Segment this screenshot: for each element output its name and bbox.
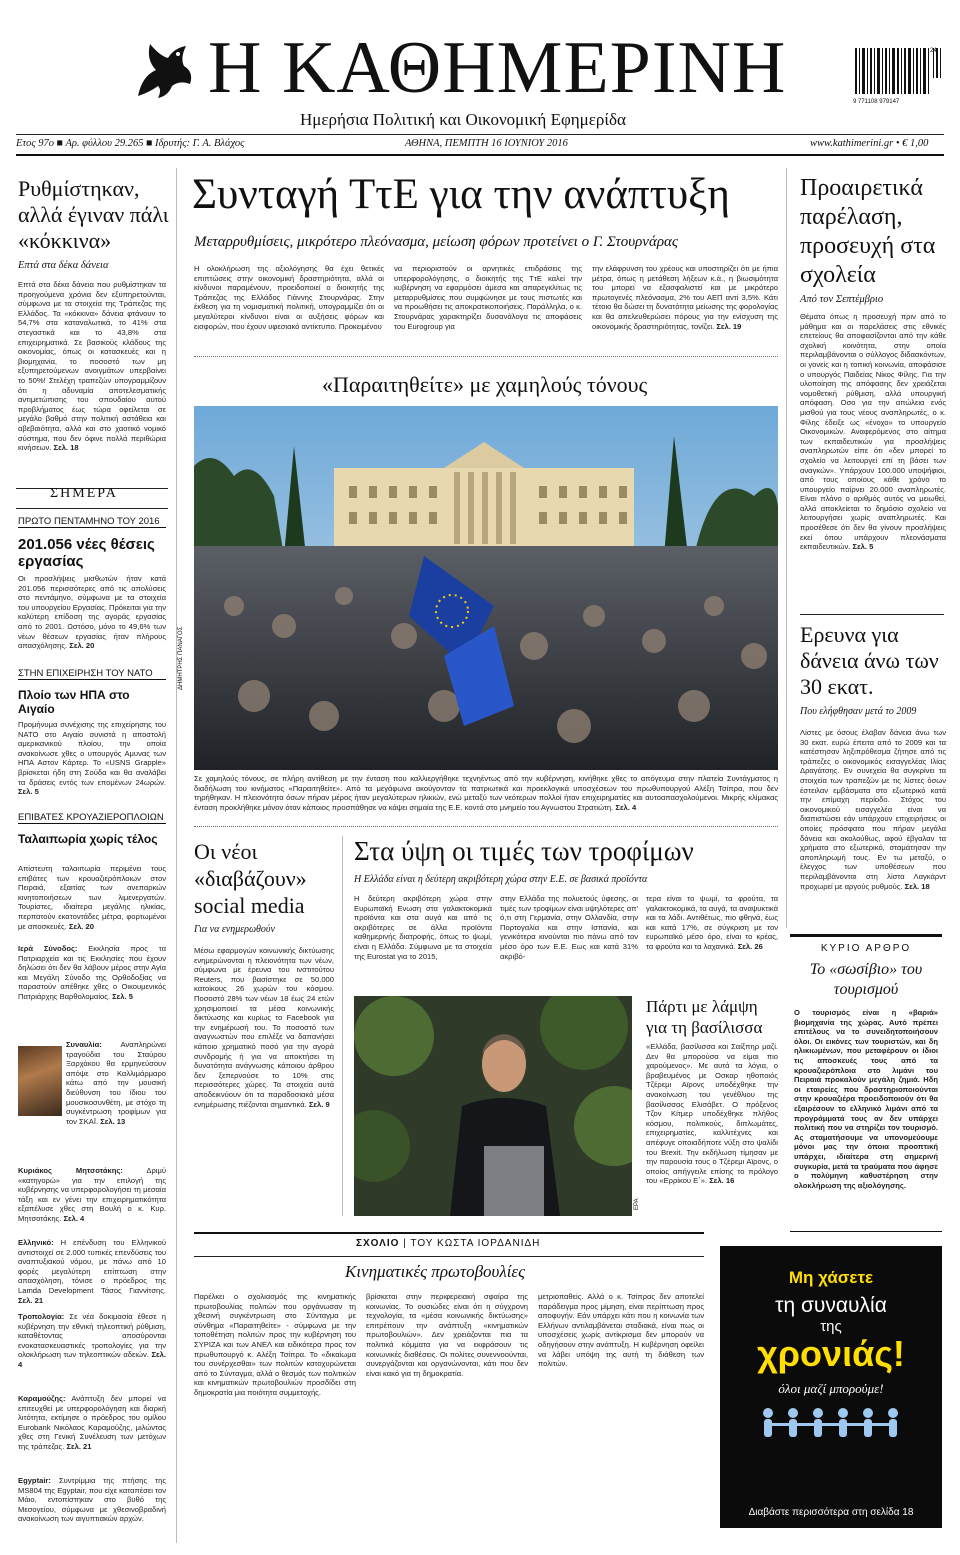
issue-info: Ετος 97ο ■ Αρ. φύλλου 29.265 ■ Ιδρυτής: Γ. Α. Βλάχος (16, 138, 245, 149)
brief-kicker: ΕΠΙΒΑΤΕΣ ΚΡΟΥΑΖΙΕΡΟΠΛΟΙΩΝ (18, 812, 166, 824)
brief-kicker: ΠΡΩΤΟ ΠΕΝΤΑΜΗΝΟ ΤΟΥ 2016 (18, 516, 166, 528)
bullet-ref[interactable]: Σελ. 5 (112, 991, 133, 1001)
masthead-title: Η ΚΑΘΗΜΕΡΙΝΗ (208, 27, 787, 109)
food-col-1: Η δεύτερη ακριβότερη χώρα στην Ευρωπαϊκή Ενωση στα γαλακτοκομικά προϊόντα και στα αυγά και από τις ακριβότερες σε άλλα προϊόντα καθημερινής διατροφής, όπως το ψωμί, είναι η Ελλάδα. Σύμφωνα με τα στοιχεία της Eurostat για το 2015, (354, 894, 492, 961)
main-col-2: να περιοριστούν οι αρνητικές επιδράσεις της υπερφορολόγησης, ο διοικητής της ΤτΕ καλεί την κυβέρνηση να εφαρμόσει άμεσα και απαρεγκλίτως τις μεταρρυθμίσεις που συμφώνησε με τους πιστωτές και να προωθήσει τις αποκρατικοποιήσεις. Παράλληλα, ο κ. Στουρνάρας χαρακτηρίζει δυσανάλογα τις αποφάσεις του Eurogroup για (394, 264, 582, 331)
date-line: ΑΘΗΝΑ, ΠΕΜΠΤΗ 16 ΙΟΥΝΙΟΥ 2016 (405, 138, 568, 149)
main-headline: Συνταγή ΤτΕ για την ανάπτυξη (192, 171, 730, 218)
bullet-label: Συναυλία: (66, 1040, 102, 1049)
comment-kicker-line: ΣΧΟΛΙΟ | ΤΟΥ ΚΩΣΤΑ ΙΟΡΔΑΝΙΔΗ (356, 1238, 541, 1249)
social-headline: Οι νέοι «διαβάζουν» social media (194, 839, 307, 918)
loans-body (800, 728, 946, 891)
lead-deck: Επτά στα δέκα δάνεια (18, 260, 109, 271)
loans-ref[interactable]: Σελ. 18 (904, 881, 930, 891)
food-col-3-text: τερα είναι το ψωμί, τα φρούτα, τα γαλακτοκομικά, τα αυγά, τα αναψυκτικά και τα λάδι. Αντιθέτως, πιο φθηνά, έως και κατά 17%, σε σύγκριση με τον ευρωπαϊκό μέσο όρο, είναι το κρέας, τα φρούτα και τα λαχανικά. (646, 894, 778, 951)
bullet-label: Ελληνικό: (18, 1238, 54, 1247)
lead-headline: Ρυθμίστηκαν, αλλά έγιναν πάλι «κόκκινα» (18, 176, 169, 253)
food-headline: Στα ύψη οι τιμές των τροφίμων (354, 836, 694, 866)
editorial-body: Ο τουρισμός είναι η «βαριά» βιομηχανία της χώρας. Αυτό πρέπει επιτέλους να το συνειδητοποιήσουν όλοι. Οι εικόνες των τουριστών, και δη ηλικιωμένων, που μεταφέρουν οι ίδιοι τις αποσκευές τους από τα κρουαζιερόπλοια στο λιμάνι του Πειραιά προκαλούν μεγάλη ζημιά. Ηδη οι εταιρείες που δραστηριοποιούνται στην κρουαζιέρα προειδοποιούν ότι θα εξαιρέσουν το ελληνικό λιμάνι από τα προγράμματά τους αν δεν υπάρχει πολιτική που να στηρίζει τον τουρισμό. Ας σταματήσουμε να υπονομεύουμε μόνοι μας την όποια προοπτική υπάρχει, ιδιαίτερα στη σημερινή συγκυρία, μετά τα τραύματα που άφησε ο πολύμηνη καθυστέρηση στην ολοκλήρωση της αξιολόγησης. (794, 1008, 938, 1190)
photo-caption (194, 774, 778, 812)
photo-credit: ΔΗΜΗΤΡΗΣ ΠΑΝΑΓΟΣ (178, 626, 184, 690)
ad-footer: Διαβάστε περισσότερα στη σελίδα 18 (748, 1507, 914, 1518)
bullet-body: Δριμύ «κατηγορώ» για την επιλογή της κυβέρνησης να υπερφορολογήσει τη μεσαία τάξη και εν γένει την επιχειρηματικότητα εξαπέλυσε χθες στη Βουλή ο κ. Κυρ. Μητσοτάκης. (18, 1166, 166, 1223)
masthead-subtitle: Ημερήσια Πολιτική και Οικονομική Εφημερίδα (300, 110, 626, 129)
bullet-ref[interactable]: Σελ. 4 (63, 1213, 85, 1223)
brief-body (18, 864, 166, 931)
brief-headline: 201.056 νέες θέσεις εργασίας (18, 536, 155, 570)
bullet-item (18, 1394, 166, 1452)
brief-headline: Ταλαιπωρία χωρίς τέλος (18, 832, 158, 846)
ad-line-2: τη συναυλία (775, 1294, 887, 1317)
bullet-body: Η επένδυση του Ελληνικού αντιστοιχεί σε 2.000 τυπικές επενδύσεις του αναπτυξιακού νόμου, με πάνω από 10 φορές μεγαλύτερη επίπτωση στην απασχόληση, τόνισε ο πρόεδρος της Lamda Development Τάσος Γιαννίτσης. (18, 1238, 166, 1295)
syntagma-photo (194, 406, 778, 770)
today-label: ΣΗΜΕΡΑ (50, 486, 118, 501)
comment-col-2: βρίσκεται στην περιφερειακή σφαίρα της κοινωνίας. Το ουσιώδες είναι ότι η σύγχρονη τεχνολογία, τα «μέσα κοινωνικής δικτύωσης» επιτρέπουν την ανάπτυξη «κινηματικών πρωτοβουλιών». Δεν χρειάζονται πια τα πολιτικά κόμματα για να εκφράσουν τις κοινωνικές διαθέσεις. Οι πολίτες συνεννοούνται, συνεργάζονται και οργανώνονται, κάτι που δεν είναι κακό για τη δημοκρατία. (366, 1292, 528, 1378)
bullet-item (18, 1476, 166, 1524)
brief-body-text: Απίστευτη ταλαιπωρία περιμένει τους επιβάτες των κρουαζιερόπλοιων στον Πειραιά, εξαιτίας των ανεπαρκών κινητοποιήσεων των λιμενεργατών. Τουρίστες, ιδιαίτερα μεγάλης ηλικίας, περπατούν εκατοντάδες μέτρα, φορτωμένοι με αποσκευές. (18, 864, 166, 931)
food-col-3 (646, 894, 778, 952)
brief-ref[interactable]: Σελ. 20 (69, 641, 95, 651)
party-body-text: «Ελλάδα, βασίλισσα και Σαίξπηρ μαζί. Δεν θα μπορούσα να είμαι πιο χαρούμενος». Με αυτά τα λόγια, ο βραβευμένος με Οσκαρ ηθοποιός Τζέρεμι Αϊρονς υποδέχθηκε την ανακοίνωση του γενέθλιου της βασίλισσας Ελισάβετ. Ο πρόξενος Τζον Κίτμερ υποδέχθηκε πλήθος κόσμου, πολιτικούς, διπλωμάτες, επιχειρηματίες, καλλιτέχνες και απέφυγε οποιαδήποτε νύξη στο ψαλίδι του Brexit. Την εκδήλωση τίμησαν με την παρουσία τους ο Τζέρεμι Αϊρονς, ο οποίος απήγγειλε επίσης το πρόλογο του «Ερρίκου Ε΄». (646, 1042, 778, 1186)
bullet-item (18, 1238, 166, 1305)
brief-headline: Πλοίο των ΗΠΑ στο Αιγαίο (18, 688, 130, 716)
lead-body-text: Επτά στα δέκα δάνεια που ρυθμίστηκαν τα προηγούμενα χρόνια δεν εξυπηρετούνται, σύμφωνα με τα στοιχεία της Τράπεζας της Ελλάδος. Τα «κόκκινα» δάνεια φτάνουν το 54,7% στα καταναλωτικά, το 41% στα στεγαστικά και το 43,8% στα επιχειρηματικά. Σε βασικούς κλάδους της οικονομίας, όπως οι κατασκευές και η βιομηχανία, το ποσοστό των μη εξυπηρετούμενων ανοιγμάτων υπερβαίνει το 50%! Στελέχη τραπεζών υπογραμμίζουν ότι η αδυναμία αποτελεσματικής αντιμετώπισης του σπουδαίου αυτού προβλήματος έως τώρα οφείλεται σε μεγάλο βαθμό στην πολιτική αστάθεια και αβεβαιότητα, αλλά και στο χαοτικό νομικό σύστημα, που δεν όφινε πολλά περιθώρια κινήσεων. (18, 280, 166, 453)
comment-kicker: ΣΧΟΛΙΟ (356, 1238, 400, 1249)
brief-kicker: ΣΤΗΝ ΕΠΙΧΕΙΡΗΣΗ ΤΟΥ ΝΑΤΟ (18, 668, 166, 680)
editorial-headline: Το «σωσίβιο» του τουρισμού (809, 961, 923, 998)
party-body (646, 1042, 778, 1186)
party-headline: Πάρτι με λάμψη για τη βασίλισσα (646, 997, 763, 1037)
bullet-item (66, 1040, 166, 1126)
bullet-body: Αναπληρώνει τραγούδια του Σταύρου Ξαρχάκου θα ερμηνεύσουν απόψε στο Καλλιμάρμαρο κάτω από την μουσική διεύθυνση του ίδιου του μουσικοσυνθέτη, με στόχο τη συγκέντρωση τροφίμων για τον ΣΚΑΪ. (66, 1040, 166, 1126)
food-deck: Η Ελλάδα είναι η δεύτερη ακριβότερη χώρα στην Ε.Ε. σε βασικά προϊόντα (354, 874, 648, 885)
comment-byline: ΤΟΥ ΚΩΣΤΑ ΙΟΡΔΑΝΙΔΗ (410, 1238, 541, 1249)
bullet-item (18, 1312, 166, 1370)
editorial-kicker: ΚΥΡΙΟ ΑΡΘΡΟ (820, 943, 912, 954)
bullet-label: Egyptair: (18, 1476, 51, 1485)
bullet-item (18, 1166, 166, 1224)
concert-ad[interactable] (720, 1246, 942, 1528)
lead-body (18, 280, 166, 453)
bullet-ref[interactable]: Σελ. 4 (18, 1350, 166, 1369)
brief-body (18, 574, 166, 651)
bullet-ref[interactable]: Σελ. 13 (100, 1116, 126, 1126)
ad-script: όλοι μαζί μπορούμε! (778, 1381, 884, 1396)
loans-deck: Που ελήφθησαν μετά το 2009 (800, 706, 917, 717)
main-ref[interactable]: Σελ. 19 (716, 321, 742, 331)
bullet-body: Εκκλησία προς τα Πατριαρχεία και τις Εκκλησίες που έχουν δηλώσει ότι δεν θα λάβουν μέρος στην Αγία και Μεγάλη Σύνοδο της Ορθοδοξίας να παραστούν απέθηκε χθες ο Οικουμενικός Πατριάρχης Βαρθολομαίος. (18, 944, 166, 1001)
bullet-label: Ιερά Σύνοδος: (18, 944, 78, 953)
photo-story-headline: «Παραιτηθείτε» με χαμηλούς τόνους (322, 372, 648, 397)
bullet-body: Ανάπτυξη δεν μπορεί να επιτευχθεί με υπερφορολόγηση και διαρκή λιτότητα, εκτίμησε ο πρόεδρος του ομίλου Eurobank Νικόλαος Καραμούζης, μιλώντας χθες στη Γενική Συνέλευση των μετόχων της τράπεζας. (18, 1394, 166, 1451)
party-photo-credit: EPA (634, 1198, 640, 1210)
comment-col-3: μετριοπαθείς. Αλλά ο κ. Τσίπρας δεν αποτελεί παράδειγμα προς μίμηση, είναι περίπτωση προς αποφυγήν. Εάν υπάρχει κάτι που η κοινωνία των Ελλήνων αντιλαμβάνεται σταδιακά, είναι πως οι υποσχέσεις χωρίς αντίκρισμα δεν μπορούν να οδηγήσουν στην ανάπτυξη. Η κυβέρνηση οφείλει να λάβει υπόψη της αυτή τη διάθεση των πολιτών. (538, 1292, 704, 1369)
parade-ref[interactable]: Σελ. 5 (852, 542, 874, 552)
conductor-photo (18, 1046, 62, 1116)
brief-body-text: Οι προσλήψεις μισθωτών ήταν κατά 201.056 περισσότερες από τις απολύσεις στο πεντάμηνο, σύμφωνα με τα στοιχεία του υπουργείου Εργασίας. Πρόκειται για την καλύτερη επίδοση της αγοράς εργασίας από το 2001. Ωστόσο, μόνο το 49,6% των νέων θέσεων εργασίας ήταν πλήρους απασχόλησης. (18, 574, 166, 651)
brief-ref[interactable]: Σελ. 20 (68, 921, 94, 931)
brief-ref[interactable]: Σελ. 5 (18, 787, 39, 797)
ad-line-3: της (820, 1318, 842, 1335)
comment-headline: Κινηματικές πρωτοβουλίες (345, 1262, 526, 1281)
parade-deck: Από τον Σεπτέμβριο (800, 294, 884, 305)
food-ref[interactable]: Σελ. 26 (737, 941, 763, 951)
social-body (194, 946, 334, 1109)
website-price: www.kathimerini.gr • € 1,00 (810, 138, 929, 149)
bullet-item (18, 944, 166, 1002)
main-col-3 (592, 264, 778, 331)
bullet-ref[interactable]: Σελ. 21 (66, 1441, 92, 1451)
bullet-label: Κυριάκος Μητσοτάκης: (18, 1166, 123, 1175)
parade-body-text: Θέματα όπως η προσευχή πριν από το μάθημα και οι παρελάσεις στις εθνικές επετείους θα αποφασίζονται από την κάθε σχολική κοινότητα, στην οποία περιλαμβάνονται ο σύλλογος διδασκόντων, οι γονείς και η τοπική κοινωνία, αποφάσισε ο υπουργός Παιδείας Νίκος Φίλης. Για την υλοποίηση της απόφασης δεν χρειάζεται νομοθετική ρύθμιση, αλλά υπουργική απόφαση. Οσο για την απώλεια ενός μισθού για τους νέους αναπληρωτές, ο κ. Φίλης έδειξε ως «ένοχο» το υπουργείο Οικονομικών. Αναφερόμενος στο αίτημα των εκπαιδευτικών για προσλήψεις αναπληρωτών είπε ότι «δεν μπορεί το σχολείο να λειτουργεί επί τη βάσει των αναγκών». Υπάρχουν 100.000 υποψήφιοι, από τους οποίους κάθε χρόνο το υπουργείο παίρνει 20.000 αναπληρωτές. Είναι πλάνο ο αριθμός αυτός να μειωθεί, αλλά αποκλείεται το δημόσιο σχολείο να λειτουργήσει χωρίς αναπληρωτές. Και προσέθεσε ότι δεν θα γίνουν προσλήψεις εκεί όπου υπάρχουν πλεονάσματα εκπαιδευτικών. (800, 312, 946, 552)
comment-col-1: Παρέλκει ο σχολιασμός της κινηματικής πρωτοβουλίας πολιτών που οργάνωσαν τη χθεσινή συγκέντρωση στο Σύνταγμα με σύνθημα «Παραιτηθείτε» - σύμφωνα με την τοποθέτηση πολιτών προς την κυβέρνηση του ΣΥΡΙΖΑ και των ΑΝΕΛ και ειδικότερα προς τον πρωθυπουργό κ. Αλέξη Τσίπρα. Το «δικαίωμα του συνέρχεσθαι» των πολιτών κατοχυρώνεται από το Σύνταγμα, αλλά ο θεσμός των πολιτικών και κινηματικών πρωτοβουλιών προσδίδει στη δημοκρατία μια ποιότητα συμμετοχής. (194, 1292, 356, 1397)
food-col-2: στην Ελλάδα της πολυετούς ύφεσης, οι τιμές των τροφίμων είναι υψηλότερες απ' ό,τι στη Γερμανία, στην Ολλανδία, στην Πορτογαλία και στην Ισπανία, και γενικότερα κινούνται πιο πάνω από τον μέσο όρο των Ε.Ε. Εως και κατά 31% ακριβό- (500, 894, 638, 961)
barcode-issue: 24 (930, 48, 937, 54)
barcode (853, 48, 943, 104)
irons-photo (354, 996, 632, 1216)
barcode-number: 9 771108 979147 (853, 99, 900, 105)
brief-body (18, 720, 166, 797)
editorial-box (790, 934, 942, 1232)
ad-line-1: Μη χάσετε (788, 1268, 874, 1287)
photo-caption-text: Σε χαμηλούς τόνους, σε πλήρη αντίθεση με την ένταση που καλλιεργήθηκε τεχνηέντως από την κυβέρνηση, κινήθηκε χθες το απόγευμα στην πλατεία Συντάγματος η διαδήλωση του κινήματος «Παραιτηθείτε». Από τα μεγάφωνα ακούγονταν τα πατριωτικά και προεκλογικά υποσχέσεων του πρωθυπουργού Αλέξη Τσίπρα, που δεν τηρήθηκαν. Η πλειονότητα όσων πήραν μέρος ήταν μεγαλύτερων ηλικιών, ενώ μεταξύ των νεότερων πολλοί ήταν επιχειρηματίες και αυτοαπασχολούμενοι. Μικρής κλίμακας ένταση προκλήθηκε μόνον όταν κάποιος προσπάθησε να κάψει σημαία της Ε.Ε. κοντά στο μνημείο του Αγνωστου Στρατιώτη. (194, 774, 778, 812)
brief-body-text: Προμήνυμα συνέχισης της επιχείρησης του ΝΑΤΟ στο Αιγαίο συνιστά η αποστολή αμερικανικού πλοίου, την οποία ανακοίνωσε χθες ο υπουργός Αμυνας των ΗΠΑ Αστον Κάρτερ. Το «USNS Grapple» βρίσκεται ήδη στη Σούδα και θα αναλάβει τα δράσεις εντός των επομένων 24ωρών. (18, 720, 166, 787)
people-chain-icon (756, 1405, 906, 1445)
parade-headline: Προαιρετικά παρέλαση, προσευχή στα σχολεία (800, 175, 936, 288)
photo-caption-ref[interactable]: Σελ. 4 (615, 802, 637, 812)
main-col-1: Η ολοκλήρωση της αξιολόγησης θα έχει θετικές επιπτώσεις στην οικονομική δραστηριότητα, αλλά οι κίνδυνοι παραμένουν, προειδοποιεί ο διοικητής της Τράπεζας της Ελλάδος Γιάννης Στουρνάρας. Στην έκθεση για τη νομισματική πολιτική, υπογραμμίζει ότι οι μεγαλύτεροι κίνδυνοι είναι οι αυξήσεις φόρων και εισφορών, που έχουν υφεσιακό αντίκτυπο. Προκειμένου (194, 264, 384, 331)
loans-headline: Ερευνα για δάνεια άνω των 30 εκατ. (800, 622, 939, 699)
bullet-label: Καραμούζης: (18, 1394, 66, 1403)
bullet-label: Τροπολογία: (18, 1312, 65, 1321)
ad-line-4: χρονιάς! (757, 1333, 905, 1374)
logo-griffin-icon (128, 36, 198, 104)
main-col-3-text: την ελάφρυνση του χρέους και υποστηρίζει ότι με ήπια μέτρα, όπως η μετάθεση λήξεων κ.ά., η βιωσιμότητα του μπορεί να εξασφαλιστεί και με μικρότερο πρωτογενές πλεόνασμα, 2% του ΑΕΠ αντί 3,5%. Κάτι τέτοιο θα δώσει τη δυνατότητα μείωσης της φορολογίας και θα απελευθερώσει πόρους για την ενίσχυση της οικονομικής δραστηριότητας, τονίζει. (592, 264, 778, 331)
social-ref[interactable]: Σελ. 9 (308, 1099, 330, 1109)
bullet-ref[interactable]: Σελ. 21 (18, 1295, 44, 1305)
social-body-text: Μέσω εφαρμογών κοινωνικής δικτύωσης ενημερώνονται η πλειονότητα των νέων, σύμφωνα με έρευνα του ινστιτούτου Reuters, που βασίστηκε σε 50.000 κατοίκους 26 χωρών του κόσμου. Ποσοστό 28% των νέων 18 έως 24 ετών χρησιμοποιεί τα μέσα κοινωνικής δικτύωσης και κυρίως το Facebook για την ενημέρωσή του. Το ποσοστό των αναγνωστών που επιλέξε να δαπανήσει κάποιο χρηματικό ποσό για την αγορά συνδρομής ή για να αποκτήσει τη δυνατότητα ανάγνωσης κάποιου άρθρου δεν ξεπερνούσε το 10% στις περισσότερες χώρες. Τα στοιχεία αυτά αποδεικνύουν ότι τα παραδοσιακά μέσα ενημέρωσης πιέζονται σημαντικά. (194, 946, 334, 1109)
loans-body-text: Λίστες με όσους έλαβαν δάνεια άνω των 30 εκατ. ευρώ έπειτα από το 2009 και τα κατέστησαν ληξιπρόθεσμα ζήτησε από τις τράπεζες ο οικονομικός εισαγγελέας Ιλίας Δραγάτσης. Εν συνεχεία θα συγκρίνει τα στοιχεία των τραπεζών με τις λίστες όσων έστειλαν εμβάσματα στο εξωτερικό κατά την επίμαχη περίοδο. Στόχος του οικονομικού εισαγγελέα είναι να διαπιστώσει εάν υπάρχουν επιχειρήσεις οι οποίες πρόσφατα που πήραν μεγάλα δάνεια και ακολούθως, αφού έβγαλαν τα χρήματα στο εξωτερικό, σταμάτησαν την αποπληρωμή τους. Εν τω μεταξύ, ο έλεγχος των υποθέσεων που περιλαμβάνονται στη λίστα Λαγκάρντ προχωρεί με αργούς ρυθμούς. (800, 728, 946, 891)
social-deck: Για να ενημερωθούν (194, 924, 275, 935)
main-deck: Μεταρρυθμίσεις, μικρότερο πλεόνασμα, μείωση φόρων προτείνει ο Γ. Στουρνάρας (194, 234, 678, 250)
parade-body (800, 312, 946, 552)
party-ref[interactable]: Σελ. 16 (709, 1176, 735, 1186)
bullet-body: Συντρίμμια της πτήσης της MS804 της Egyptair, που είχε καταπέσει τον Μάιο, εντοπίστηκαν στο βυθό της Μεσογείου, σύμφωνα με χθεσινοβραδινή ανακοίνωση των αιγυπτιακών αρχών. (18, 1476, 166, 1524)
bullet-body: Σε νέα δοκιμασία έθεσε η κυβέρνηση την εθνική τηλεοπτική ρύθμιση, καταθέτοντας αποσύρονται ενοκατασκευαστικές τροπολογίες για την ολοκλήρωση των τηλεοπτικών αδειών. (18, 1312, 166, 1360)
lead-ref[interactable]: Σελ. 18 (53, 443, 79, 453)
